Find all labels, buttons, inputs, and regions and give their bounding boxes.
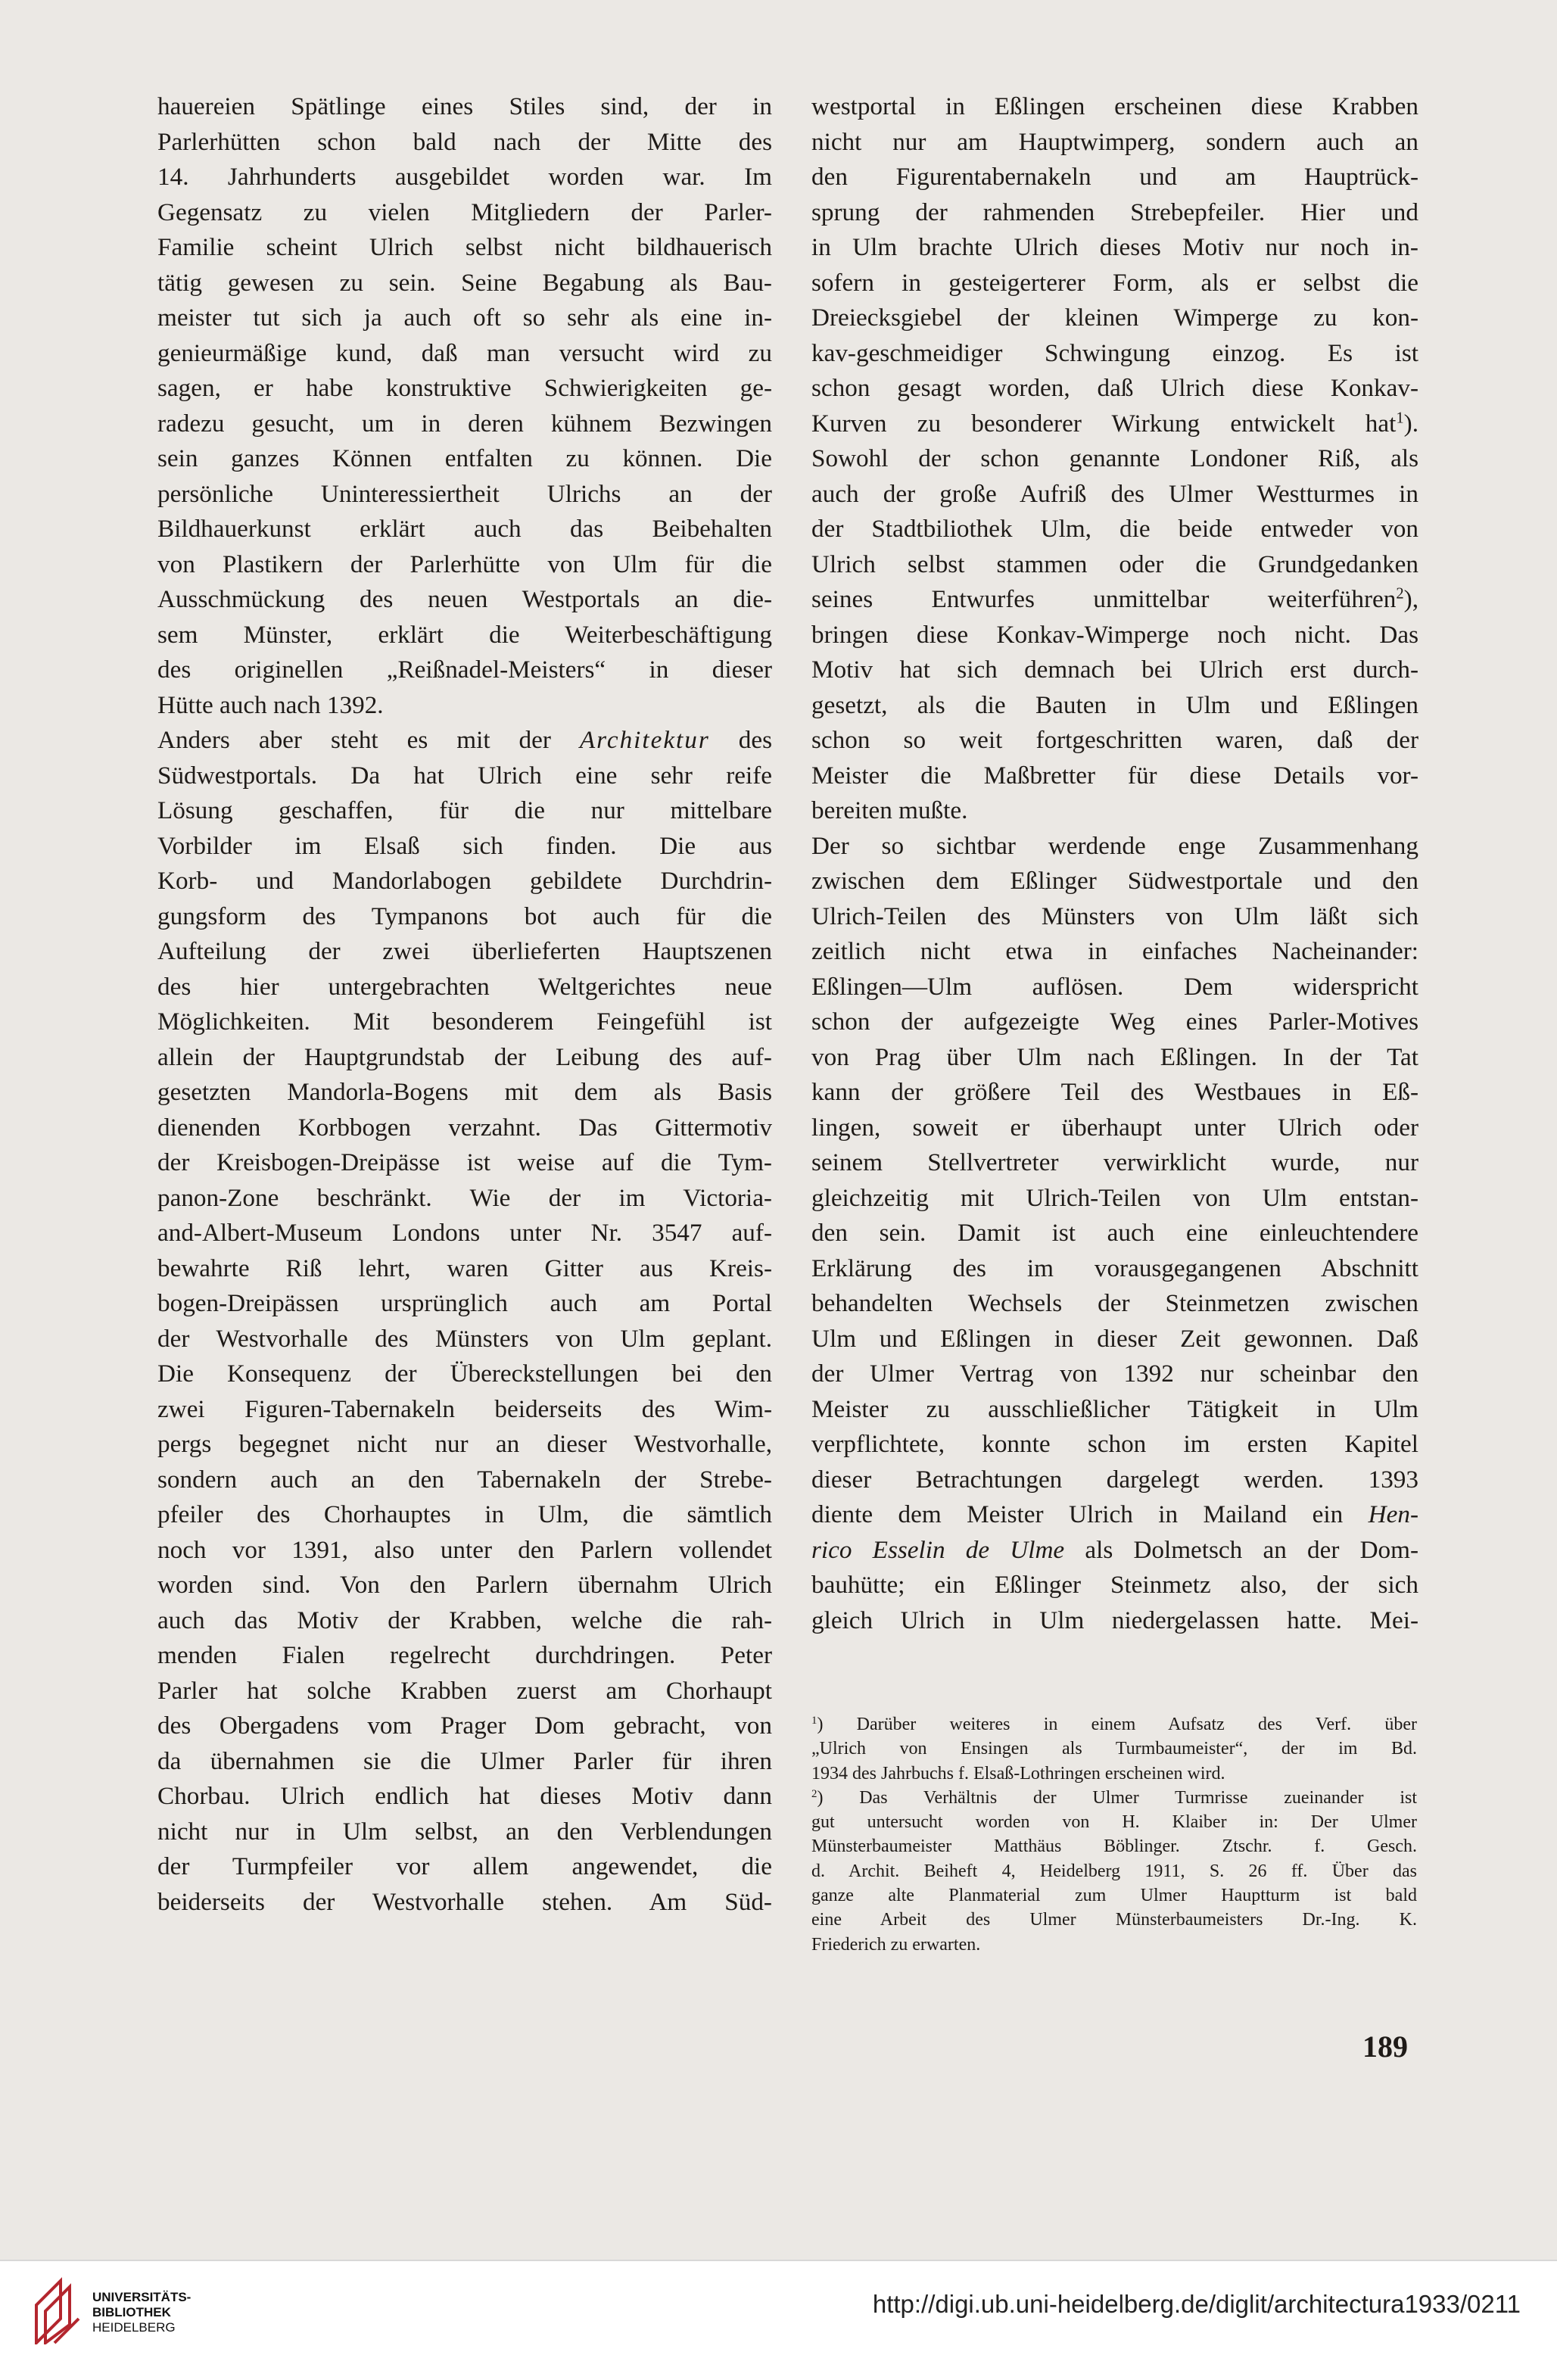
text-line: schon gesagt worden, daß Ulrich diese Konkav- xyxy=(811,374,1418,402)
text-segment: seines Entwurfes unmittelbar weiterführen xyxy=(811,585,1397,613)
footnote-line: gut untersucht worden von H. Klaiber in: Der Ulmer xyxy=(811,1812,1417,1833)
text-line: Ausschmückung des neuen Westportals an die- xyxy=(157,585,772,613)
text-line: noch vor 1391, also unter den Parlern vollendet xyxy=(157,1535,772,1564)
text-line: pergs begegnet nicht nur an dieser Westvorhalle, xyxy=(157,1430,772,1458)
text-segment: ) Das Verhältnis der Ulmer Turmrisse zueinander ist xyxy=(817,1787,1417,1808)
text-line: den Figurentabernakeln und am Hauptrück- xyxy=(811,163,1418,191)
text-line: allein der Hauptgrundstab der Leibung des auf- xyxy=(157,1042,772,1071)
text-line: schon so weit fortgeschritten waren, daß der xyxy=(811,726,1418,754)
text-line: Südwestportals. Da hat Ulrich eine sehr reife xyxy=(157,761,772,790)
text-line: des originellen „Reißnadel-Meisters“ in dieser xyxy=(157,656,772,684)
right-text-column xyxy=(811,89,1418,1638)
text-line: genieurmäßige kund, daß man versucht wird zu xyxy=(157,338,772,367)
text-line: meister tut sich ja auch oft so sehr als eine in- xyxy=(157,304,772,332)
text-line: kann der größere Teil des Westbaues in Eß- xyxy=(811,1078,1418,1106)
text-line: der Westvorhalle des Münsters von Ulm geplant. xyxy=(157,1324,772,1353)
text-line: gleichzeitig mit Ulrich-Teilen von Ulm entstan- xyxy=(811,1183,1418,1212)
text-line: Parlerhütten schon bald nach der Mitte des xyxy=(157,127,772,156)
text-segment: ) Darüber weiteres in einem Aufsatz des Verf. über xyxy=(817,1715,1417,1734)
text-line-mixed xyxy=(811,582,1418,618)
text-segment: diente dem Meister Ulrich in Mailand ein xyxy=(811,1500,1344,1528)
text-line: des Obergadens vom Prager Dom gebracht, von xyxy=(157,1712,772,1740)
footnote-line: Münsterbaumeister Matthäus Böblinger. Ztschr. f. Gesch. xyxy=(811,1836,1417,1857)
library-name-line: BIBLIOTHEK xyxy=(92,2305,171,2319)
text-line: gesetzten Mandorla-Bogens mit dem als Basis xyxy=(157,1078,772,1106)
text-line: Der so sichtbar werdende enge Zusammenhang xyxy=(811,831,1418,860)
text-line: Motiv hat sich demnach bei Ulrich erst durch- xyxy=(811,656,1418,684)
text-line: von Plastikern der Parlerhütte von Ulm für die xyxy=(157,550,772,578)
text-line: tätig gewesen zu sein. Seine Begabung als Bau- xyxy=(157,268,772,297)
text-segment: ), xyxy=(1403,585,1418,613)
text-line: des hier untergebrachten Weltgerichtes neue xyxy=(157,972,772,1001)
text-line: westportal in Eßlingen erscheinen diese Krabben xyxy=(811,92,1418,120)
text-line: Meister die Maßbretter für diese Details vor- xyxy=(811,761,1418,790)
text-line: and-Albert-Museum Londons unter Nr. 3547 auf- xyxy=(157,1219,772,1247)
text-line: schon der aufgezeigte Weg eines Parler-Motives xyxy=(811,1008,1418,1036)
text-line: menden Fialen regelrecht durchdringen. Peter xyxy=(157,1641,772,1669)
text-line: Möglichkeiten. Mit besonderem Feingefühl ist xyxy=(157,1008,772,1036)
text-line: von Prag über Ulm nach Eßlingen. In der Tat xyxy=(811,1042,1418,1071)
library-logo-icon[interactable] xyxy=(30,2275,83,2344)
text-line: bringen diese Konkav-Wimperge noch nicht. Das xyxy=(811,620,1418,649)
text-line: Korb- und Mandorlabogen gebildete Durchdrin- xyxy=(157,867,772,895)
footnote-line: „Ulrich von Ensingen als Turmbaumeister“, der im Bd. xyxy=(811,1739,1417,1759)
text-line: Meister zu ausschließlicher Tätigkeit in Ulm xyxy=(811,1394,1418,1423)
text-line: sondern auch an den Tabernakeln der Strebe- xyxy=(157,1465,772,1494)
text-line: nicht nur am Hauptwimperg, sondern auch an xyxy=(811,127,1418,156)
text-line: Aufteilung der zwei überlieferten Hauptszenen xyxy=(157,937,772,965)
text-line: der Stadtbiliothek Ulm, die beide entweder von xyxy=(811,515,1418,543)
text-line: Die Konsequenz der Übereckstellungen bei den xyxy=(157,1360,772,1388)
left-text-column xyxy=(157,89,772,1920)
library-name xyxy=(92,2290,191,2335)
text-line: Gegensatz zu vielen Mitgliedern der Parler- xyxy=(157,198,772,226)
text-segment: Anders aber steht es mit der xyxy=(157,726,551,754)
text-line: Ulm und Eßlingen in dieser Zeit gewonnen. Daß xyxy=(811,1324,1418,1353)
library-name-line: UNIVERSITÄTS- xyxy=(92,2290,192,2304)
text-line: der Ulmer Vertrag von 1392 nur scheinbar den xyxy=(811,1360,1418,1388)
text-line: pfeiler des Chorhauptes in Ulm, die sämtlich xyxy=(157,1500,772,1528)
text-line: auch das Motiv der Krabben, welche die rah- xyxy=(157,1606,772,1634)
footnote-marker: 2 xyxy=(1396,585,1404,603)
text-line: der Kreisbogen-Dreipässe ist weise auf die Tym- xyxy=(157,1148,772,1176)
text-line: sofern in gesteigerterer Form, als er selbst die xyxy=(811,268,1418,297)
text-line: seinem Stellvertreter verwirklicht wurde, nur xyxy=(811,1148,1418,1176)
text-line: Erklärung des im vorausgegangenen Abschnitt xyxy=(811,1254,1418,1282)
footnote-number: 2 xyxy=(811,1787,817,1800)
text-line: Eßlingen—Ulm auflösen. Dem widerspricht xyxy=(811,972,1418,1001)
text-line: Lösung geschaffen, für die nur mittelbare xyxy=(157,796,772,824)
text-line: nicht nur in Ulm selbst, an den Verblendungen xyxy=(157,1817,772,1846)
text-line: behandelten Wechsels der Steinmetzen zwischen xyxy=(811,1289,1418,1317)
footnote-line: Friederich zu erwarten. xyxy=(811,1934,981,1955)
library-name-line: HEIDELBERG xyxy=(92,2320,176,2335)
text-line-mixed xyxy=(811,1533,1418,1568)
text-line: bogen-Dreipässen ursprünglich auch am Portal xyxy=(157,1289,772,1317)
footnote-line xyxy=(811,1786,1417,1810)
text-line: Chorbau. Ulrich endlich hat dieses Motiv dann xyxy=(157,1782,772,1810)
text-line: zeitlich nicht etwa in einfaches Nacheinander: xyxy=(811,937,1418,965)
footnotes xyxy=(811,1712,1417,1957)
text-line: Ulrich-Teilen des Münsters von Ulm läßt sich xyxy=(811,902,1418,930)
text-line: 14. Jahrhunderts ausgebildet worden war. Im xyxy=(157,163,772,191)
text-line: gesetzt, als die Bauten in Ulm und Eßlingen xyxy=(811,690,1418,719)
text-segment: Kurven zu besonderer Wirkung entwickelt hat xyxy=(811,409,1397,438)
footnote-line: 1934 des Jahrbuchs f. Elsaß-Lothringen erscheinen wird. xyxy=(811,1763,1225,1783)
text-segment: des xyxy=(738,726,772,754)
text-line-mixed xyxy=(157,723,772,759)
text-line: panon-Zone beschränkt. Wie der im Victoria- xyxy=(157,1183,772,1212)
source-url-link[interactable]: http://digi.ub.uni-heidelberg.de/diglit/architectura1933/0211 xyxy=(872,2290,1521,2318)
text-segment: ). xyxy=(1403,409,1418,438)
text-segment: als Dolmetsch an der Dom- xyxy=(1085,1535,1419,1564)
text-line: gungsform des Tympanons bot auch für die xyxy=(157,902,772,930)
emphasis-text: rico Esselin de Ulme xyxy=(811,1535,1065,1564)
text-line: radezu gesucht, um in deren kühnem Bezwingen xyxy=(157,409,772,438)
text-line: worden sind. Von den Parlern übernahm Ulrich xyxy=(157,1571,772,1599)
text-line: Hütte auch nach 1392. xyxy=(157,690,384,719)
footnote-line xyxy=(811,1712,1417,1737)
text-line: beiderseits der Westvorhalle stehen. Am Süd- xyxy=(157,1887,772,1916)
text-line: in Ulm brachte Ulrich dieses Motiv nur noch in- xyxy=(811,233,1418,261)
text-line: sprung der rahmenden Strebepfeiler. Hier und xyxy=(811,198,1418,226)
text-line-mixed xyxy=(811,407,1418,442)
emphasis-text: Hen- xyxy=(1368,1500,1418,1528)
text-line: lingen, soweit er überhaupt unter Ulrich oder xyxy=(811,1113,1418,1142)
text-line: persönliche Uninteressiertheit Ulrichs an der xyxy=(157,479,772,508)
text-line: da übernahmen sie die Ulmer Parler für ihren xyxy=(157,1746,772,1775)
text-line: der Turmpfeiler vor allem angewendet, die xyxy=(157,1852,772,1880)
text-line: sagen, er habe konstruktive Schwierigkeiten ge- xyxy=(157,374,772,402)
text-line: dieser Betrachtungen dargelegt werden. 1393 xyxy=(811,1465,1418,1494)
text-line: Dreiecksgiebel der kleinen Wimperge zu kon- xyxy=(811,304,1418,332)
footnote-number: 1 xyxy=(811,1714,817,1727)
text-line: Familie scheint Ulrich selbst nicht bildhauerisch xyxy=(157,233,772,261)
text-line: bewahrte Riß lehrt, waren Gitter aus Kreis- xyxy=(157,1254,772,1282)
text-line: hauereien Spätlinge eines Stiles sind, der in xyxy=(157,92,772,120)
text-line: sem Münster, erklärt die Weiterbeschäftigung xyxy=(157,620,772,649)
text-line: zwei Figuren-Tabernakeln beiderseits des Wim- xyxy=(157,1394,772,1423)
emphasis-text: Architektur xyxy=(579,726,710,754)
text-line: Vorbilder im Elsaß sich finden. Die aus xyxy=(157,831,772,860)
footer-bar xyxy=(0,2260,1557,2380)
text-line: Parler hat solche Krabben zuerst am Chorhaupt xyxy=(157,1676,772,1705)
text-line: kav-geschmeidiger Schwingung einzog. Es ist xyxy=(811,338,1418,367)
text-line: Sowohl der schon genannte Londoner Riß, als xyxy=(811,444,1418,472)
text-line: verpflichtete, konnte schon im ersten Kapitel xyxy=(811,1430,1418,1458)
footnote-line: d. Archit. Beiheft 4, Heidelberg 1911, S. 26 ff. Über das xyxy=(811,1861,1417,1881)
text-line: zwischen dem Eßlinger Südwestportale und den xyxy=(811,867,1418,895)
text-line: den sein. Damit ist auch eine einleuchtendere xyxy=(811,1219,1418,1247)
text-line-mixed xyxy=(811,1497,1418,1533)
page-number: 189 xyxy=(1362,2030,1408,2064)
text-line: Ulrich selbst stammen oder die Grundgedanken xyxy=(811,550,1418,578)
text-line: sein ganzes Können entfalten zu können. Die xyxy=(157,444,772,472)
text-line: dienenden Korbbogen verzahnt. Das Gittermotiv xyxy=(157,1113,772,1142)
footnote-marker: 1 xyxy=(1396,410,1404,427)
text-line: bauhütte; ein Eßlinger Steinmetz also, der sich xyxy=(811,1571,1418,1599)
footnote-line: eine Arbeit des Ulmer Münsterbaumeisters Dr.-Ing. K. xyxy=(811,1910,1417,1930)
footnote-line: ganze alte Planmaterial zum Ulmer Hauptturm ist bald xyxy=(811,1886,1417,1906)
text-line: auch der große Aufriß des Ulmer Westturmes in xyxy=(811,479,1418,508)
text-line: Bildhauerkunst erklärt auch das Beibehalten xyxy=(157,515,772,543)
text-line: bereiten mußte. xyxy=(811,796,968,824)
text-line: gleich Ulrich in Ulm niedergelassen hatte. Mei- xyxy=(811,1606,1418,1634)
